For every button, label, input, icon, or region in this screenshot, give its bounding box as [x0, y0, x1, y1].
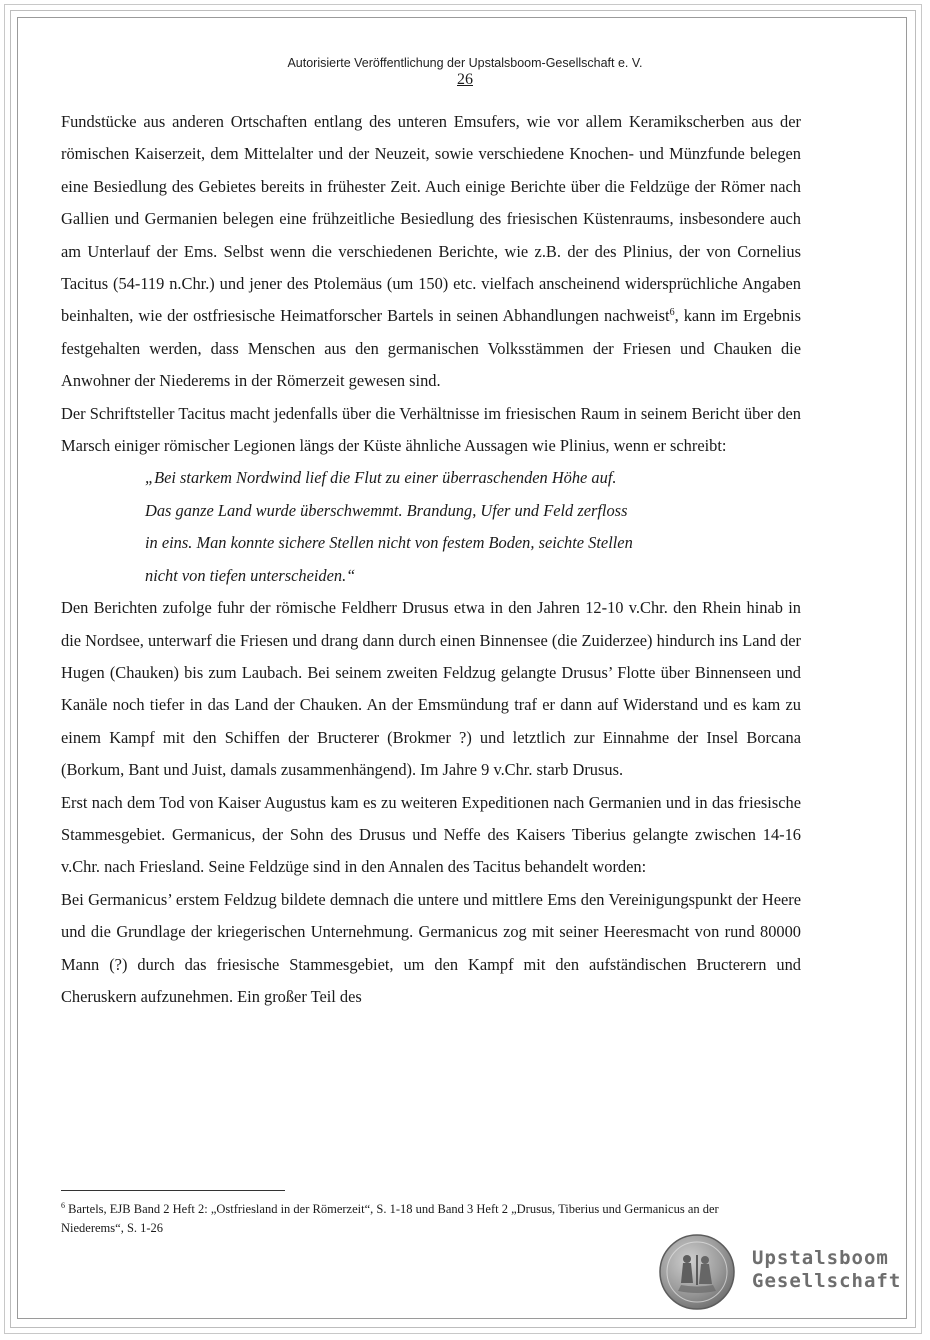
logo-line-1: Upstalsboom — [752, 1247, 889, 1269]
paragraph-4: Erst nach dem Tod von Kaiser Augustus kam es zu weiteren Expeditionen nach Germanien und in das friesische Stammesgebiet. Germanicus, der Sohn des Drusus und Neffe des Kaisers Tiberius gelangte zwischen 14-16 v.Chr. nach Friesland. Seine Feldzüge sind in den Annalen des Tacitus behandelt worden: — [61, 792, 801, 877]
quote-line: Das ganze Land wurde überschwemmt. Brandung, Ufer und Feld zerfloss — [145, 500, 628, 520]
document-body — [61, 106, 801, 1013]
quote-line: nicht von tiefen unterscheiden.“ — [145, 565, 356, 585]
footnote-reference[interactable]: 6 — [669, 307, 675, 319]
footnote-separator — [61, 1190, 285, 1191]
seal-icon — [658, 1233, 736, 1311]
upstalsboom-logo[interactable] — [658, 1233, 908, 1311]
logo-wordmark — [752, 1247, 901, 1293]
paragraph-1-text-b: , kann im Ergebnis festgehalten werden, dass Menschen aus den germanischen Volksstämmen der Friesen und Chauken die Anwohner der Niederems in der Römerzeit gewesen sind. — [61, 306, 801, 391]
paragraph-5: Bei Germanicus’ erstem Feldzug bildete demnach die untere und mittlere Ems den Vereinigungspunkt der Heere und die Grundlage der kriegerischen Unternehmung. Germanicus zog mit seiner Heeresmacht von rund 80000 Mann (?) durch das friesische Stammesgebiet, um den Kampf mit den aufständischen Bructerern und Cheruskern aufzunehmen. Ein großer Teil des — [61, 889, 801, 1006]
quote-line: „Bei starkem Nordwind lief die Flut zu einer überraschenden Höhe auf. — [145, 468, 617, 488]
quote-line: in eins. Man konnte sichere Stellen nicht von festem Boden, seichte Stellen — [145, 533, 633, 553]
tacitus-quote — [145, 462, 745, 592]
paragraph-1 — [61, 106, 801, 398]
footnote-text: Bartels, EJB Band 2 Heft 2: „Ostfriesland in der Römerzeit“, S. 1-18 und Band 3 Heft 2 „Drusus, Tiberius und Germanicus an der Niederems“, S. 1-26 — [61, 1202, 719, 1235]
footnote-number: 6 — [61, 1201, 65, 1210]
paragraph-3: Den Berichten zufolge fuhr der römische Feldherr Drusus etwa in den Jahren 12-10 v.Chr. den Rhein hinab in die Nordsee, unterwarf die Friesen und drang dann durch einen Binnensee (die Zuiderzee) hindurch ins Land der Hugen (Chauken) bis zum Laubach. Bei seinem zweiten Feldzug gelangte Drusus’ Flotte über Binnenseen und Kanäle noch tiefer in das Land der Chauken. An der Emsmündung traf er dann auf Widerstand und es kam zu einem Kampf mit den Schiffen der Bructerer (Brokmer ?) und letztlich zur Einnahme der Insel Borcana (Borkum, Bant und Juist, damals zusammenhängend). Im Jahre 9 v.Chr. starb Drusus. — [61, 598, 801, 780]
page-number: 26 — [457, 71, 473, 88]
publication-header: Autorisierte Veröffentlichung der Upstalsboom-Gesellschaft e. V. — [287, 56, 643, 70]
paragraph-2: Der Schriftsteller Tacitus macht jedenfalls über die Verhältnisse im friesischen Raum in seinem Bericht über den Marsch einiger römischer Legionen längs der Küste ähnliche Aussagen wie Plinius, wenn er schreibt: — [61, 403, 801, 456]
paragraph-1-text-a: Fundstücke aus anderen Ortschaften entlang des unteren Emsufers, wie vor allem Keramikscherben aus der römischen Kaiserzeit, dem Mittelalter und der Neuzeit, sowie verschiedene Knochen- und Münzfunde belegen eine Besiedlung des Gebietes bereits in frühester Zeit. Auch einige Berichte über die Feldzüge der Römer nach Gallien und Germanien belegen eine frühzeitliche Besiedlung des friesischen Küstenraums, insbesondere auch am Unterlauf der Ems. Selbst wenn die verschiedenen Berichte, wie z.B. der des Plinius, der von Cornelius Tacitus (54-119 n.Chr.) und jener des Ptolemäus (um 150) etc. vielfach anscheinend widersprüchliche Angaben beinhalten, wie der ostfriesische Heimatforscher Bartels in seinen Abhandlungen nachweist — [61, 112, 801, 326]
logo-line-2: Gesellschaft — [752, 1270, 902, 1292]
